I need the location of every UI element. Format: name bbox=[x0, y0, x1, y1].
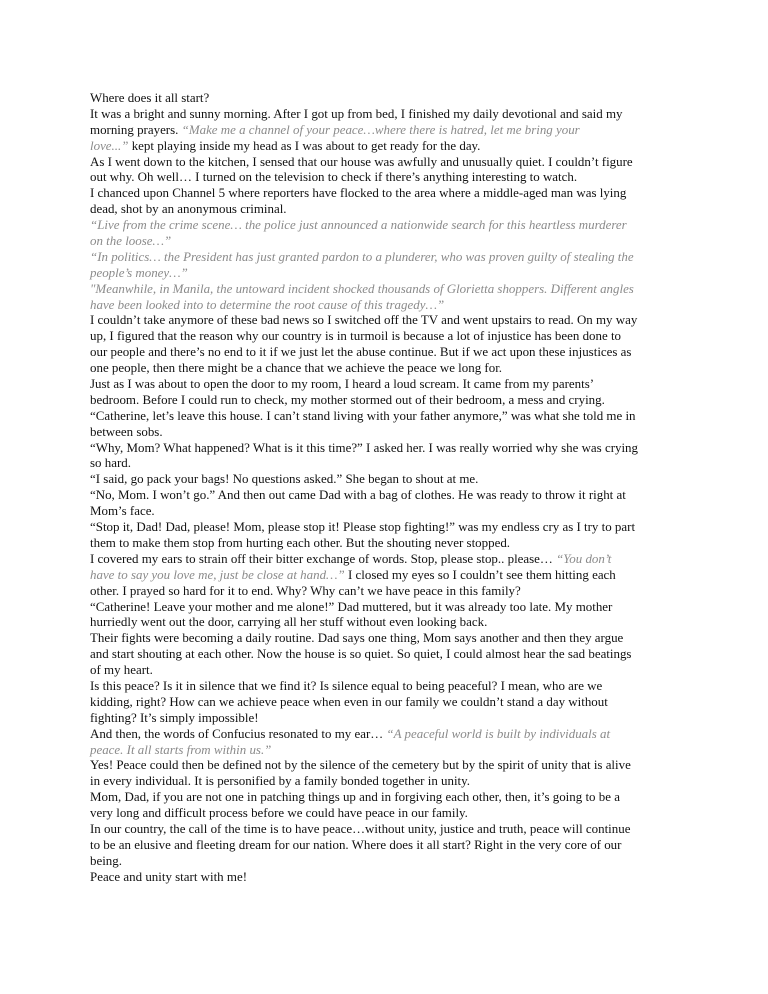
body-text: so hard. bbox=[90, 455, 131, 471]
text-line bbox=[90, 646, 682, 662]
text-line bbox=[90, 185, 682, 201]
text-line bbox=[90, 773, 682, 789]
text-line bbox=[90, 424, 682, 440]
text-line bbox=[90, 869, 682, 885]
quoted-text: “A peaceful world is built by individuals at bbox=[386, 725, 611, 741]
text-line bbox=[90, 487, 682, 503]
body-text: being. bbox=[90, 852, 122, 868]
text-line bbox=[90, 662, 682, 678]
text-line bbox=[90, 122, 682, 138]
text-line bbox=[90, 853, 682, 869]
text-line bbox=[90, 344, 682, 360]
body-text: bedroom. Before I could run to check, my mother stormed out of their bedroom, a mess and crying. bbox=[90, 391, 605, 407]
body-text: “No, Mom. I won’t go.” And then out came Dad with a bag of clothes. He was ready to throw it right at bbox=[90, 487, 626, 503]
quoted-text: have been looked into to determine the root cause of this tragedy…” bbox=[90, 296, 445, 312]
body-text: them to make them stop from hurting each other. But the shouting never stopped. bbox=[90, 534, 511, 550]
text-line bbox=[90, 169, 682, 185]
text-line bbox=[90, 201, 682, 217]
body-text: between sobs. bbox=[90, 423, 163, 439]
text-line bbox=[90, 583, 682, 599]
body-text: And then, the words of Confucius resonated to my ear… bbox=[90, 725, 387, 741]
body-text: one people, then there might be a chance that we achieve the peace we long for. bbox=[90, 360, 503, 376]
quoted-text: have to say you love me, just be close at hand…” bbox=[90, 566, 345, 582]
document-body bbox=[90, 90, 682, 885]
body-text: hurriedly went out the door, carrying all her stuff without even looking back. bbox=[90, 614, 488, 630]
quoted-text: on the loose…” bbox=[90, 233, 172, 249]
body-text: Where does it all start? bbox=[90, 90, 210, 105]
quoted-text: “You don’t bbox=[556, 550, 612, 566]
body-text: I closed my eyes so I couldn’t see them hitting each bbox=[344, 566, 616, 582]
text-line bbox=[90, 281, 682, 297]
body-text: Their fights were becoming a daily routine. Dad says one thing, Mom says another and then they argue bbox=[90, 630, 624, 646]
text-line bbox=[90, 249, 682, 265]
text-line bbox=[90, 392, 682, 408]
body-text: very long and difficult process before we could have peace in our family. bbox=[90, 805, 468, 821]
quoted-text: “Make me a channel of your peace…where there is hatred, let me bring your bbox=[181, 121, 580, 137]
text-line bbox=[90, 90, 682, 106]
body-text: Yes! Peace could then be defined not by the silence of the cemetery but by the spirit of unity that is alive bbox=[90, 757, 631, 773]
body-text: “I said, go pack your bags! No questions asked.” She began to shout at me. bbox=[90, 471, 479, 487]
body-text: kept playing inside my head as I was about to get ready for the day. bbox=[128, 137, 481, 153]
text-line bbox=[90, 837, 682, 853]
body-text: to be an elusive and fleeting dream for our nation. Where does it all start? Right in the very core of our bbox=[90, 836, 622, 852]
text-line bbox=[90, 471, 682, 487]
body-text: “Stop it, Dad! Dad, please! Mom, please stop it! Please stop fighting!” was my endless cry as I try to part bbox=[90, 519, 636, 535]
text-line bbox=[90, 599, 682, 615]
body-text: I couldn’t take anymore of these bad news so I switched off the TV and went upstairs to read. On my way bbox=[90, 312, 638, 328]
body-text: It was a bright and sunny morning. After I got up from bed, I finished my daily devotional and said my bbox=[90, 105, 623, 121]
text-line bbox=[90, 376, 682, 392]
body-text: Mom’s face. bbox=[90, 503, 155, 519]
text-line bbox=[90, 614, 682, 630]
text-line bbox=[90, 630, 682, 646]
quoted-text: “Live from the crime scene… the police just announced a nationwide search for this heartless murderer bbox=[90, 217, 627, 233]
body-text: our people and there’s no end to it if we just let the abuse continue. But if we act upon these injustices as bbox=[90, 344, 632, 360]
text-line bbox=[90, 440, 682, 456]
body-text: As I went down to the kitchen, I sensed that our house was awfully and unusually quiet. I couldn’t figure bbox=[90, 153, 633, 169]
body-text: morning prayers. bbox=[90, 121, 182, 137]
text-line bbox=[90, 138, 682, 154]
text-line bbox=[90, 106, 682, 122]
body-text: up, I figured that the reason why our country is in turmoil is because a lot of injustice has been done to bbox=[90, 328, 622, 344]
body-text: dead, shot by an anonymous criminal. bbox=[90, 201, 287, 217]
text-line bbox=[90, 265, 682, 281]
text-line bbox=[90, 710, 682, 726]
text-line bbox=[90, 297, 682, 313]
text-line bbox=[90, 535, 682, 551]
body-text: fighting? It’s simply impossible! bbox=[90, 709, 259, 725]
quoted-text: love...” bbox=[90, 137, 129, 153]
body-text: other. I prayed so hard for it to end. Why? Why can’t we have peace in this family? bbox=[90, 582, 521, 598]
body-text: “Catherine, let’s leave this house. I can’t stand living with your father anymore,” was what she told me in bbox=[90, 407, 636, 423]
text-line bbox=[90, 567, 682, 583]
text-line bbox=[90, 726, 682, 742]
body-text: out why. Oh well… I turned on the television to check if there’s anything interesting to watch. bbox=[90, 169, 578, 185]
body-text: in every individual. It is personified by a family bonded together in unity. bbox=[90, 773, 471, 789]
text-line bbox=[90, 154, 682, 170]
text-line bbox=[90, 455, 682, 471]
body-text: Mom, Dad, if you are not one in patching things up and in forgiving each other, then, it’s going to be a bbox=[90, 789, 620, 805]
text-line bbox=[90, 757, 682, 773]
text-line bbox=[90, 408, 682, 424]
text-line bbox=[90, 694, 682, 710]
text-line bbox=[90, 821, 682, 837]
text-line bbox=[90, 805, 682, 821]
text-line bbox=[90, 312, 682, 328]
text-line bbox=[90, 742, 682, 758]
body-text: kidding, right? How can we achieve peace when even in our family we couldn’t stand a day without bbox=[90, 693, 608, 709]
quoted-text: peace. It all starts from within us.” bbox=[90, 741, 272, 757]
body-text: “Why, Mom? What happened? What is it this time?” I asked her. I was really worried why she was crying bbox=[90, 439, 638, 455]
text-line bbox=[90, 503, 682, 519]
body-text: “Catherine! Leave your mother and me alone!” Dad muttered, but it was already too late. My mother bbox=[90, 598, 613, 614]
text-line bbox=[90, 360, 682, 376]
body-text: I chanced upon Channel 5 where reporters have flocked to the area where a middle-aged man was lying bbox=[90, 185, 627, 201]
body-text: Just as I was about to open the door to my room, I heard a loud scream. It came from my parents’ bbox=[90, 376, 595, 392]
text-line bbox=[90, 789, 682, 805]
text-line bbox=[90, 328, 682, 344]
quoted-text: “In politics… the President has just granted pardon to a plunderer, who was proven guilty of stealing the bbox=[90, 248, 634, 264]
body-text: I covered my ears to strain off their bitter exchange of words. Stop, please stop.. please… bbox=[90, 550, 557, 566]
body-text: and start shouting at each other. Now the house is so quiet. So quiet, I could almost hear the sad beatings bbox=[90, 646, 632, 662]
text-line bbox=[90, 519, 682, 535]
body-text: In our country, the call of the time is to have peace…without unity, justice and truth, peace will continue bbox=[90, 820, 631, 836]
text-line bbox=[90, 551, 682, 567]
text-line bbox=[90, 233, 682, 249]
quoted-text: people’s money…” bbox=[90, 264, 188, 280]
body-text: Peace and unity start with me! bbox=[90, 868, 247, 884]
text-line bbox=[90, 217, 682, 233]
body-text: of my heart. bbox=[90, 662, 153, 678]
text-line bbox=[90, 678, 682, 694]
quoted-text: "Meanwhile, in Manila, the untoward incident shocked thousands of Glorietta shoppers. Different angles bbox=[90, 280, 634, 296]
body-text: Is this peace? Is it in silence that we find it? Is silence equal to being peaceful? I mean, who are we bbox=[90, 677, 603, 693]
